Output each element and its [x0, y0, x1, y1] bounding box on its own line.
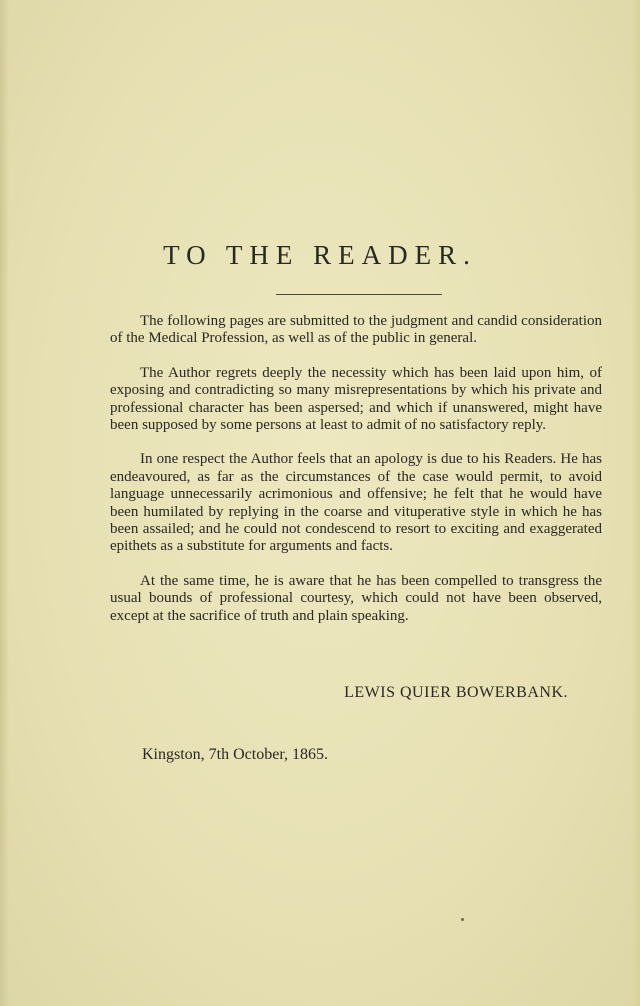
dateline: Kingston, 7th October, 1865. — [142, 746, 329, 763]
page-heading: TO THE READER. — [163, 240, 477, 270]
body-text — [110, 313, 602, 642]
paper-speck — [461, 918, 464, 921]
page-right-edge-shadow — [632, 0, 640, 1006]
paragraph-3: In one respect the Author feels that an apology is due to his Readers. He has endeavoured, as far as the circumstances of the case would permit, to avoid language unnecessarily acrimonious and offensive; he felt that he would have been humilated by replying in the coarse and vituperative style in which he has been assailed; and he could not condescend to resort to exciting and exaggerated epithets as a substitute for arguments and facts. — [110, 451, 602, 555]
paragraph-4: At the same time, he is aware that he has been compelled to transgress the usual bounds of professional courtesy, which could not have been observed, except at the sacrifice of truth and plain speaking. — [110, 572, 602, 624]
paragraph-1: The following pages are submitted to the judgment and candid consideration of the Medical Profession, as well as of the public in general. — [110, 313, 602, 347]
page-left-edge-shadow — [0, 0, 9, 1006]
heading-rule — [276, 294, 442, 295]
paragraph-2: The Author regrets deeply the necessity which has been laid upon him, of exposing and contradicting so many misrepresentations by which his private and professional character has been aspersed; and which if unanswered, might have been supposed by some persons at least to admit of no satisfactory reply. — [110, 364, 602, 434]
author-signature: LEWIS QUIER BOWERBANK. — [344, 684, 568, 701]
